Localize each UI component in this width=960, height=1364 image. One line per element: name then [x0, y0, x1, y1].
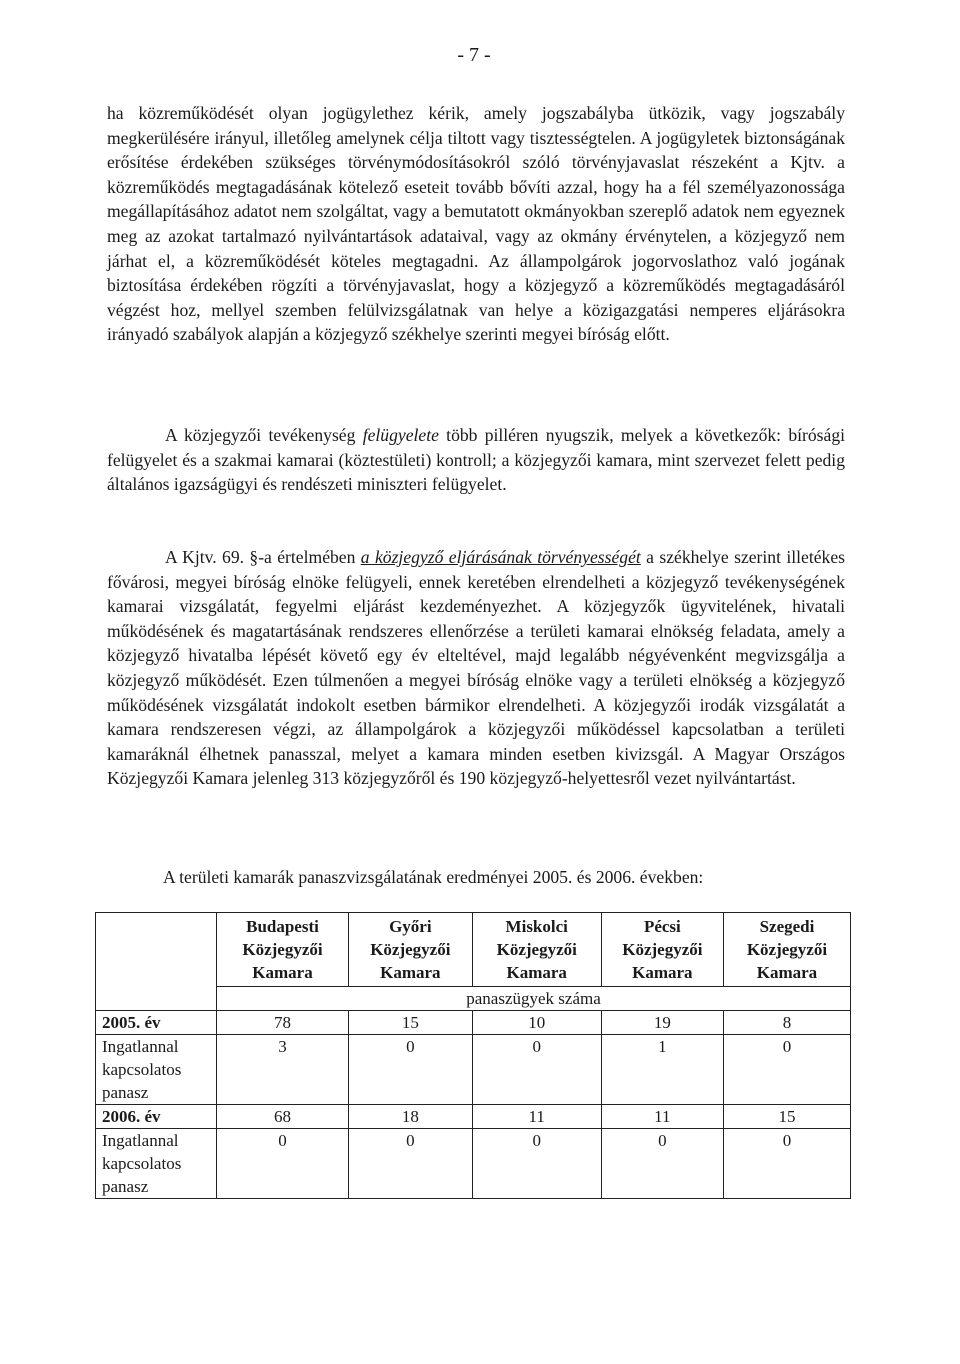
paragraph-text: a székhelye szerint illetékes fővárosi, megyei bíróság elnöke felügyeli, ennek keretében elrendelheti a közjegyző tevékenységének kamarai vizsgálatát, fegyelmi eljárást kezdeményezhet. A közjegyzők ügyvitelének, hivatali működésének és magatartásának rendszeres ellenőrzése a területi kamarai elnökség feladata, amely a közjegyző hivatalba lépését követő egy év elteltével, majd legalább négyévenként megvizsgálja a közjegyző működését. Ezen túlmenően a megyei bíróság elnöke vagy a területi elnökség a közjegyző működésének vizsgálatát indokolt esetben bármikor elrendelheti. A közjegyzői irodák vizsgálatát a kamara rendszeresen végzi, az állampolgárok a közjegyzői működéssel kapcsolatban a területi kamaráknál élhetnek panasszal, melyet a kamara minden esetben kivizsgál. A Magyar Országos Közjegyzői Kamara jelenleg 313 közjegyzőről és 190 közjegyző-helyettesről vezet nyilvántartást.: [107, 547, 845, 789]
table-row: [96, 1129, 851, 1199]
table-row: [96, 1105, 851, 1129]
table-cell: 11: [472, 1105, 601, 1129]
table-cell: 0: [723, 1129, 850, 1199]
table-cell: 0: [723, 1035, 850, 1105]
table-cell: 0: [217, 1129, 349, 1199]
table-cell: 0: [472, 1129, 601, 1199]
paragraph-text: A Kjtv. 69. §-a értelmében: [165, 547, 361, 567]
table-cell: 15: [723, 1105, 850, 1129]
paragraph-text: A közjegyzői tevékenység: [165, 425, 363, 445]
table-cell: 8: [723, 1011, 850, 1035]
table-corner-cell: [96, 987, 217, 1011]
table-header-row: [96, 913, 851, 987]
paragraph-kjtv-refusal: ha közreműködését olyan jogügylethez kérik, amely jogszabályba ütközik, vagy jogszabály megkerülésére irányul, illetőleg amelynek célja tiltott vagy tisztességtelen. A jogügyletek biztonságának erősítése érdekében szükséges törvénymódosításokról szóló törvényjavaslat részeként a Kjtv. a közreműködés megtagadásának kötelező eseteit tovább bővíti azzal, hogy ha a fél személyazonossága megállapításához adatot nem szolgáltat, vagy a bemutatott okmányokban szereplő adatok nem egyeznek meg az azokat tartalmazó nyilvántartások adataival, vagy az okmány érvénytelen, a közjegyző nem járhat el, a közreműködését köteles megtagadni. Az állampolgárok jogorvoslathoz való jogának biztosítása érdekében rögzíti a törvényjavaslat, hogy a közjegyző a közreműködés megtagadásáról végzést hoz, mellyel szemben felülvizsgálatnak van helye a közigazgatási nemperes eljárásokra irányadó szabályok alapján a közjegyző székhelye szerinti megyei bíróság előtt.: [107, 103, 845, 345]
column-header: Győri Közjegyzői Kamara: [348, 913, 472, 987]
emphasis-text: a közjegyző eljárásának törvényességét: [360, 547, 641, 567]
column-header: Szegedi Közjegyzői Kamara: [723, 913, 850, 987]
table-cell: 0: [348, 1129, 472, 1199]
table-row: [96, 1035, 851, 1105]
paragraph-kjtv-69: [107, 545, 845, 791]
table-cell: 0: [348, 1035, 472, 1105]
table-cell: 78: [217, 1011, 349, 1035]
table-cell: 0: [472, 1035, 601, 1105]
paragraph-text: több pilléren nyugszik, melyek a következők: bírósági felügyelet és a szakmai kamarai (köztestületi) kontroll; a közjegyzői kamara, mint szervezet felett pedig általános igazságügyi és rendészeti miniszteri felügyelet.: [107, 425, 845, 495]
subheader-label: panaszügyek száma: [217, 987, 851, 1011]
table-cell: 18: [348, 1105, 472, 1129]
table-corner-cell: [96, 913, 217, 987]
table-cell: 0: [601, 1129, 723, 1199]
row-label: Ingatlannal kapcsolatos panasz: [96, 1129, 217, 1199]
page-number: - 7 -: [457, 44, 491, 66]
row-label: 2006. év: [96, 1105, 217, 1129]
table-cell: 10: [472, 1011, 601, 1035]
column-header: Budapesti Közjegyzői Kamara: [217, 913, 349, 987]
row-label: 2005. év: [96, 1011, 217, 1035]
table-cell: 1: [601, 1035, 723, 1105]
paragraph-supervision: [107, 423, 845, 497]
table-row: [96, 1011, 851, 1035]
table-cell: 68: [217, 1105, 349, 1129]
table-cell: 15: [348, 1011, 472, 1035]
column-header: Miskolci Közjegyzői Kamara: [472, 913, 601, 987]
table-subheader-row: [96, 987, 851, 1011]
column-header: Pécsi Közjegyzői Kamara: [601, 913, 723, 987]
table-cell: 3: [217, 1035, 349, 1105]
table-cell: 19: [601, 1011, 723, 1035]
complaints-table: [95, 912, 851, 1199]
table-caption: A területi kamarák panaszvizsgálatának eredményei 2005. és 2006. években:: [163, 867, 704, 887]
row-label: Ingatlannal kapcsolatos panasz: [96, 1035, 217, 1105]
table-cell: 11: [601, 1105, 723, 1129]
emphasis-text: felügyelete: [362, 425, 439, 445]
